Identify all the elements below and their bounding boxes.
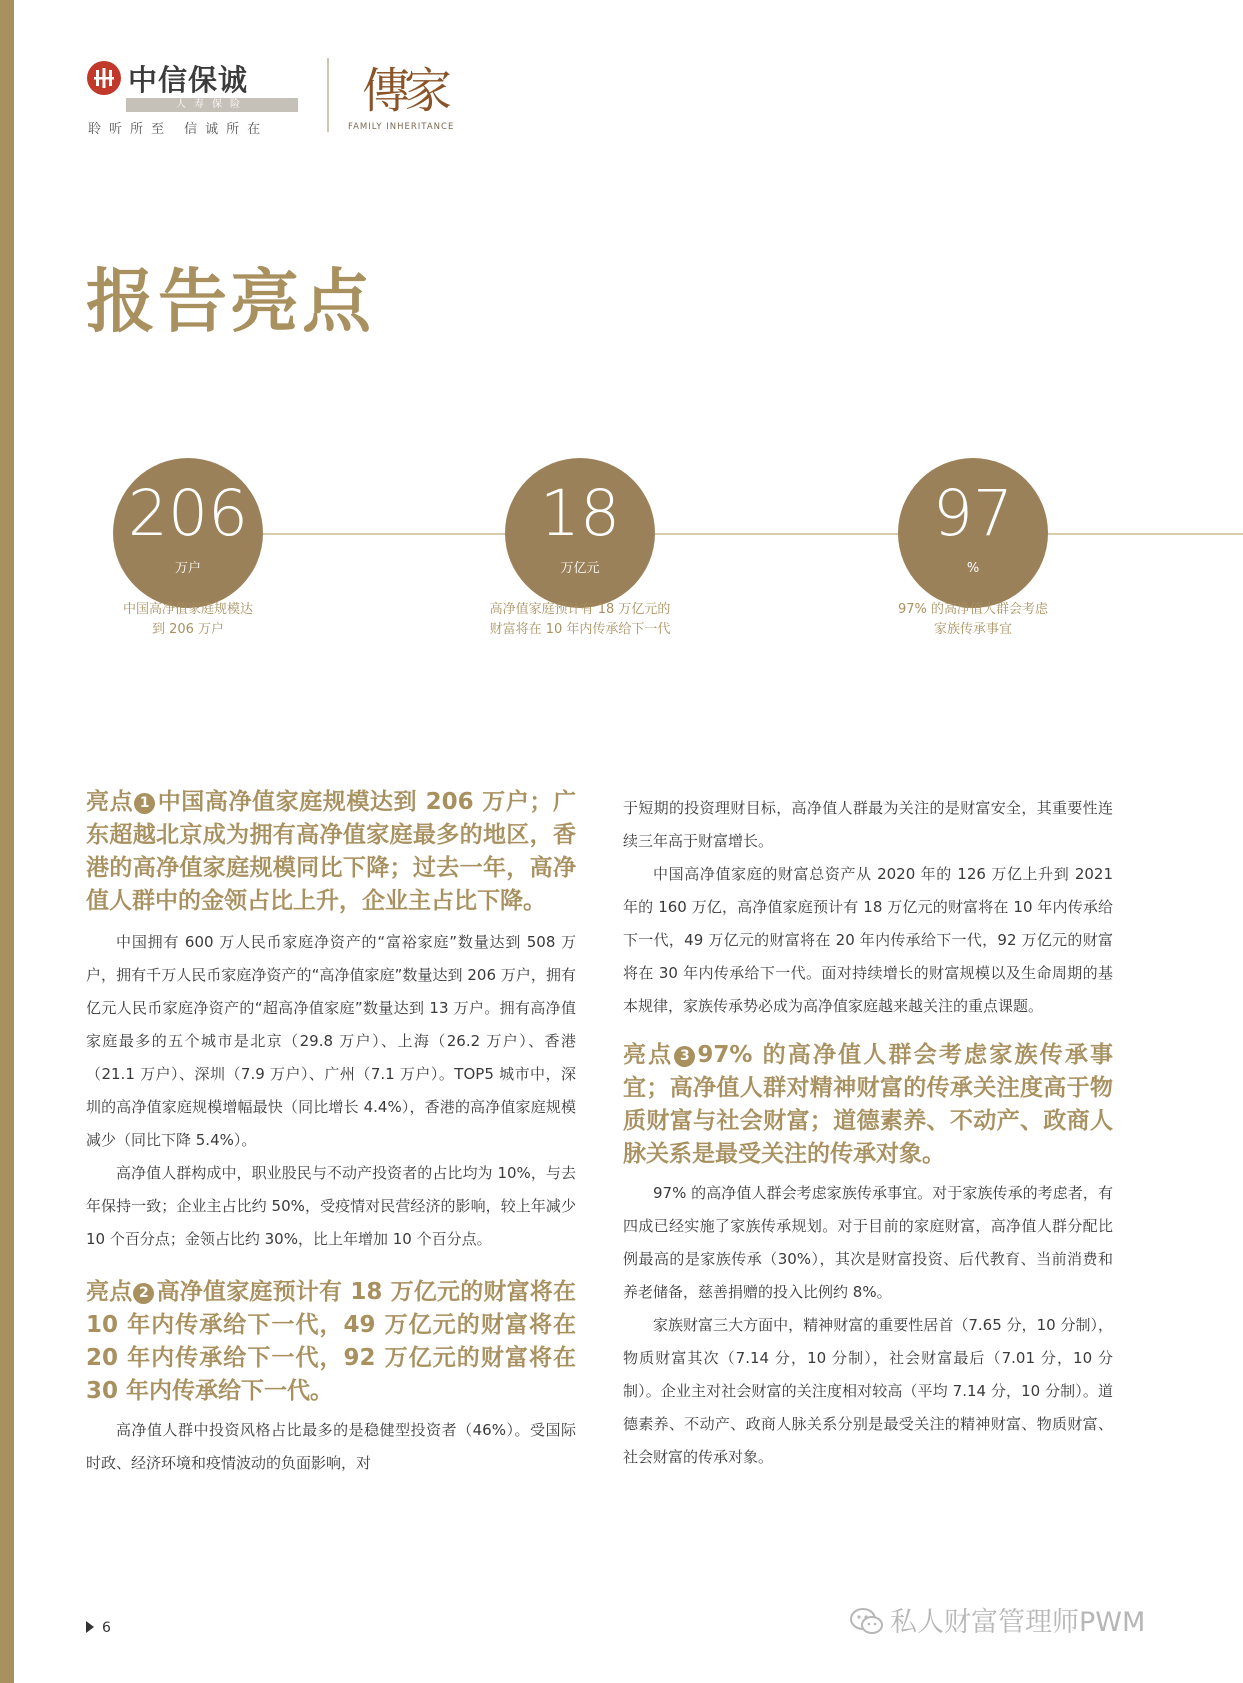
- paragraph: 高净值人群构成中，职业股民与不动产投资者的占比均为 10%，与去年保持一致；企业主占比约 50%，受疫情对民营经济的影响，较上年减少 10 个百分点；金领占比约 30%，比上年增加 10 个百分点。: [86, 1164, 576, 1248]
- citic-emblem-icon: [86, 60, 122, 96]
- page-number: [86, 1620, 111, 1636]
- wechat-icon: [850, 1607, 884, 1637]
- watermark-text: 私人财富管理师PWM: [890, 1607, 1146, 1638]
- watermark: [850, 1600, 1145, 1639]
- paragraph: 于短期的投资理财目标，高净值人群最为关注的是财富安全，其重要性连续三年高于财富增长。: [623, 799, 1113, 850]
- highlight-number-badge: 1: [134, 793, 155, 814]
- stat-value: 18: [539, 477, 621, 550]
- highlight-number-badge: 2: [133, 1283, 154, 1304]
- stat-circle-1: [113, 458, 263, 608]
- logo-divider: [327, 58, 329, 132]
- stat-caption-2: [450, 600, 710, 640]
- stat-caption-line: 中国高净值家庭规模达: [122, 602, 253, 617]
- paragraph: 高净值人群中投资风格占比最多的是稳健型投资者（46%）。受国际时政、经济环境和疫情波动的负面影响，对: [86, 1421, 576, 1472]
- left-column: [86, 786, 576, 1480]
- left-accent-bar: [0, 0, 14, 1683]
- stat-unit: 万户: [174, 561, 201, 576]
- highlight-number-badge: 3: [674, 1046, 695, 1067]
- page-title: 报告亮点: [86, 262, 374, 342]
- stat-caption-line: 97% 的高净值人群会考虑: [897, 602, 1049, 617]
- right-column: [623, 792, 1113, 1474]
- stat-value: 206: [127, 477, 249, 550]
- highlight-label: 亮点: [86, 1279, 133, 1305]
- stat-caption-3: [843, 600, 1103, 640]
- stat-circle-3: [898, 458, 1048, 608]
- highlight-3-heading: [623, 1039, 1113, 1171]
- highlight-1-text: 中国高净值家庭规模达到 206 万户；广东超越北京成为拥有高净值家庭最多的地区，香港的高净值家庭规模同比下降；过去一年，高净值人群中的金领占比上升，企业主占比下降。: [86, 789, 576, 914]
- stat-circle-2: [505, 458, 655, 608]
- stat-unit: 万亿元: [560, 561, 600, 576]
- fi-logo-text: FAMILY INHERITANCE: [348, 122, 455, 132]
- brand-name: 中信保诚: [128, 63, 249, 97]
- paragraph: 中国高净值家庭的财富总资产从 2020 年的 126 万亿上升到 2021 年的 160 万亿，高净值家庭预计有 18 万亿元的财富将在 10 年内传承给下一代，49 万亿元的财富将在 20 年内传承给下一代，92 万亿元的财富将在 30 年内传承给下一代。面对持续增长的财富规模以及生命周期的基本规律，家族传承势必成为高净值家庭越来越关注的重点课题。: [623, 865, 1113, 1015]
- fi-logo-glyph: 傳家: [362, 63, 447, 119]
- page-number-value: 6: [102, 1620, 111, 1636]
- stat-unit: %: [966, 561, 980, 576]
- highlight-label: 亮点: [86, 789, 134, 815]
- highlight-2-heading: [86, 1276, 576, 1408]
- highlight-2-text: 高净值家庭预计有 18 万亿元的财富将在 10 年内传承给下一代，49 万亿元的财富将在 20 年内传承给下一代，92 万亿元的财富将在 30 年内传承给下一代。: [86, 1279, 576, 1404]
- paragraph: 中国拥有 600 万人民币家庭净资产的“富裕家庭”数量达到 508 万户，拥有千万人民币家庭净资产的“高净值家庭”数量达到 206 万户，拥有亿元人民币家庭净资产的“超高净值家庭”数量达到 13 万户。拥有高净值家庭最多的五个城市是北京（29.8 万户）、上海（26.2 万户）、香港（21.1 万户）、深圳（7.9 万户）、广州（7.1 万户）。TOP5 城市中，深圳的高净值家庭规模增幅最快（同比增长 4.4%），香港的高净值家庭规模减少（同比下降 5.4%）。: [86, 933, 576, 1149]
- family-inheritance-logo: [348, 52, 458, 142]
- brand-logo: [86, 52, 306, 142]
- highlight-3-text: 97% 的高净值人群会考虑家族传承事宜；高净值人群对精神财富的传承关注度高于物质财富与社会财富；道德素养、不动产、政商人脉关系是最受关注的传承对象。: [623, 1042, 1114, 1167]
- stat-caption-1: [58, 600, 318, 640]
- highlight-label: 亮点: [623, 1042, 674, 1068]
- stats-connector-line: [200, 533, 1243, 535]
- stat-caption-line: 家族传承事宜: [933, 622, 1012, 637]
- play-arrow-icon: [86, 1621, 94, 1633]
- highlight-1-heading: [86, 786, 576, 918]
- brand-subtitle: 人寿保险: [126, 98, 298, 112]
- stat-value: 97: [932, 477, 1014, 550]
- brand-slogan: 聆听所至 信诚所在: [88, 122, 269, 137]
- stat-caption-line: 财富将在 10 年内传承给下一代: [489, 622, 671, 637]
- stat-caption-line: 到 206 万户: [151, 622, 225, 637]
- paragraph: 家族财富三大方面中，精神财富的重要性居首（7.65 分，10 分制），物质财富其次（7.14 分，10 分制），社会财富最后（7.01 分，10 分制）。企业主对社会财富的关注度相对较高（平均 7.14 分，10 分制）。道德素养、不动产、政商人脉关系分别是最受关注的精神财富、物质财富、社会财富的传承对象。: [623, 1316, 1113, 1466]
- paragraph: 97% 的高净值人群会考虑家族传承事宜。对于家族传承的考虑者，有四成已经实施了家族传承规划。对于目前的家庭财富，高净值人群分配比例最高的是家族传承（30%），其次是财富投资、后代教育、当前消费和养老储备，慈善捐赠的投入比例约 8%。: [623, 1184, 1113, 1301]
- stat-caption-line: 高净值家庭预计有 18 万亿元的: [489, 602, 671, 617]
